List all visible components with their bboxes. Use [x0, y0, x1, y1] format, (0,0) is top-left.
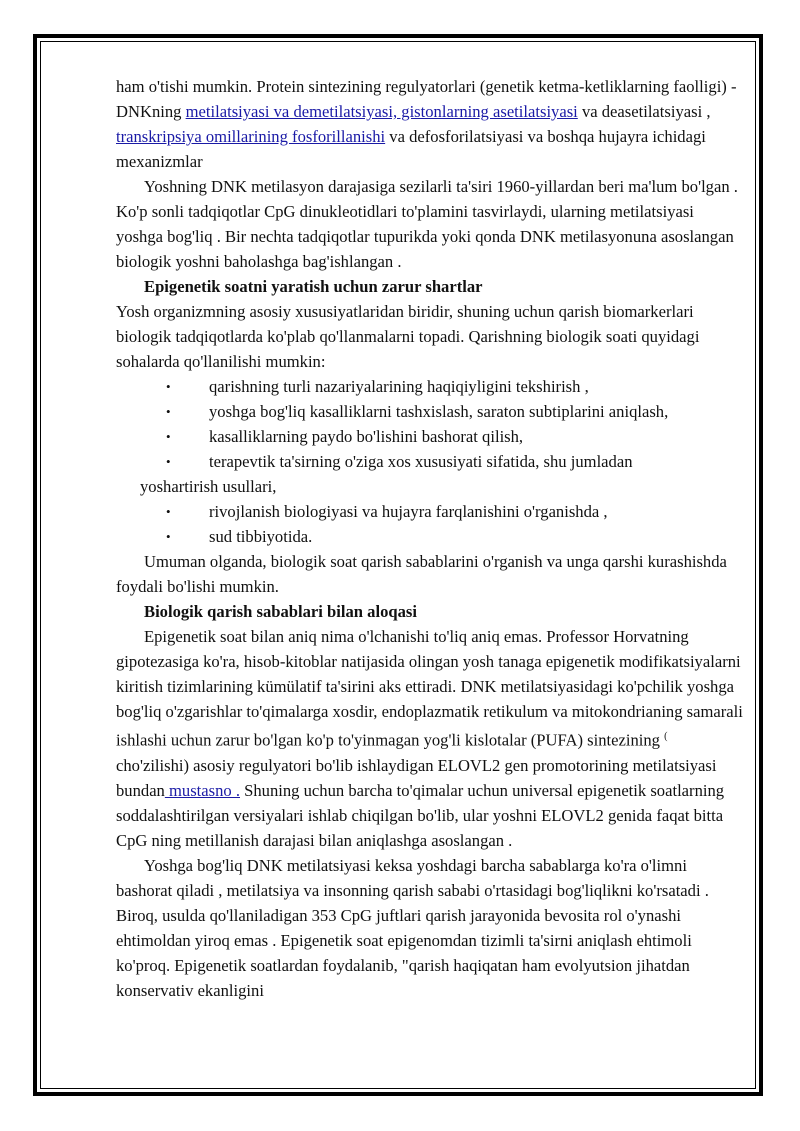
paragraph-2: Yoshning DNK metilasyon darajasiga sezilarli ta'siri 1960-yillardan beri ma'lum bo'lgan . Ko'p sonli tadqiqotlar CpG dinukleotidlari to'plamini tasvirlaydi, ularning metilatsiyasi yoshga bog'liq . Bir nechta tadqiqotlar tupurikda yoki qonda DNK metilasyonuna asoslangan biologik yoshni baholashga bag'ishlangan .	[116, 177, 738, 271]
text-span: ham o'tishi mumkin. Protein sintezining regulyatorlari (genetik ketma-ketliklarning faolligi) - DNKning	[116, 77, 737, 121]
list-item: • qarishning turli nazariyalarining haqiqiyligini tekshirish ,	[116, 374, 744, 399]
section-heading-2: Biologik qarish sabablari bilan aloqasi	[144, 602, 417, 621]
text-span: cho'zilishi) asosiy regulyatori bo'lib ishlaydigan ELOVL2 gen promotorining metilatsiyasi bundan	[116, 755, 717, 800]
paragraph-5	[116, 624, 744, 853]
link-metilatsiya[interactable]: metilatsiyasi va demetilatsiyasi, gistonlarning asetilatsiyasi	[185, 102, 578, 121]
list-item: • kasalliklarning paydo bo'lishini bashorat qilish,	[116, 424, 744, 449]
text-span: va deasetilatsiyasi ,	[577, 102, 711, 121]
superscript: (	[664, 731, 668, 742]
document-body	[116, 74, 744, 1003]
paragraph-6: Yoshga bog'liq DNK metilatsiyasi keksa yoshdagi barcha sabablarga ko'ra o'limni bashorat qiladi , metilatsiya va insonning qarish sababi o'rtasidagi bog'liqlikni ko'rsatadi . Biroq, usulda qo'llaniladigan 353 CpG juftlari qarish jarayonida bevosita rol o'ynashi ehtimoldan yiroq emas . Epigenetik soat epigenomdan tizimli ta'sirni aniqlash ehtimoli ko'proq. Epigenetik soatlardan foydalanib, "qarish haqiqatan ham evolyutsion jihatdan konservativ ekanligini	[116, 855, 709, 1000]
list-item: • yoshga bog'liq kasalliklarni tashxislash, saraton subtiplarini aniqlash,	[116, 399, 744, 424]
bullet-list-2	[116, 499, 744, 549]
list-item-continuation: yoshartirish usullari,	[140, 477, 277, 496]
text-span: Shuning uchun barcha to'qimalar uchun universal epigenetik soatlarning soddalashtirilgan versiyalari ishlab chiqilgan bo'lib, ular yoshni ELOVL2 genida faqat bitta CpG ning metillanish darajasi bilan aniqlashga asoslangan .	[116, 780, 725, 850]
list-item: • rivojlanish biologiyasi va hujayra farqlanishini o'rganishda ,	[116, 499, 744, 524]
link-mustasno[interactable]: mustasno .	[164, 780, 240, 800]
paragraph-1	[116, 74, 744, 174]
section-heading-1: Epigenetik soatni yaratish uchun zarur shartlar	[144, 277, 483, 296]
paragraph-4: Umuman olganda, biologik soat qarish sabablarini o'rganish va unga qarshi kurashishda foydali bo'lishi mumkin.	[116, 552, 727, 596]
bullet-list	[116, 374, 744, 474]
text-span: va defosforilatsiyasi va boshqa hujayra ichidagi mexanizmlar	[116, 127, 706, 171]
paragraph-3: Yosh organizmning asosiy xususiyatlaridan biridir, shuning uchun qarish biomarkerlari biologik tadqiqotlarda ko'plab qo'llanmalarni topadi. Qarishning biologik soati quyidagi sohalarda qo'llanilishi mumkin:	[116, 302, 700, 371]
list-item: • sud tibbiyotida.	[116, 524, 744, 549]
text-span: Epigenetik soat bilan aniq nima o'lchanishi to'liq aniq emas. Professor Horvatning gipotezasiga ko'ra, hisob-kitoblar natijasida olingan yosh tanaga epigenetik modifikatsiyalarni kiritish tizimlarining kümülatif ta'sirini aks ettiradi. DNK metilatsiyasidagi ko'pchilik yoshga bog'liq o'zgarishlar to'qimalarga xosdir, endoplazmatik retikulum va mitokondrianing samarali ishlashi uchun zarur bo'lgan ko'p to'yinmagan yog'li kislotalar (PUFA) sintezining	[116, 627, 743, 750]
list-item: • terapevtik ta'sirning o'ziga xos xususiyati sifatida, shu jumladan	[116, 449, 744, 474]
link-transkripsiya[interactable]: transkripsiya omillarining fosforillanishi	[116, 127, 386, 146]
